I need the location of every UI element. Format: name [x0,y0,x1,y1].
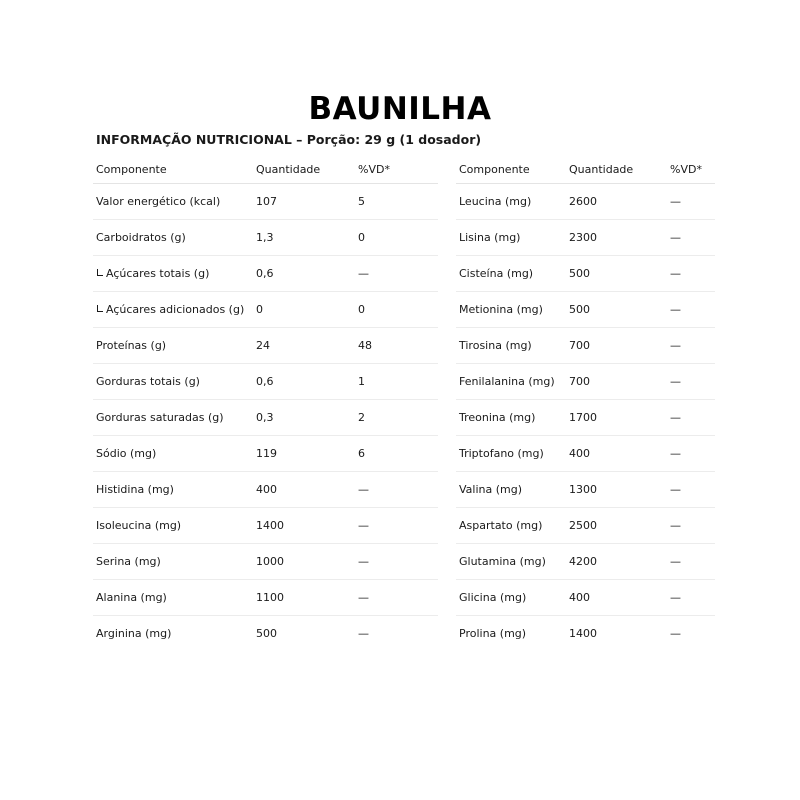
row-component-label: Isoleucina (mg) [96,519,182,532]
row-component-label: Carboidratos (g) [96,231,186,244]
row-component [96,364,200,400]
row-component [96,436,156,472]
table-row [456,508,715,544]
row-component-label: Treonina (mg) [459,411,536,424]
table-row [456,220,715,256]
row-component-label: Histidina (mg) [96,483,174,496]
row-component-label: Serina (mg) [96,555,161,568]
row-dv: 0 [358,303,365,316]
table-row [93,508,438,544]
row-component [96,472,174,508]
nutrition-table-right [456,154,715,652]
row-quantity: 0,6 [256,267,274,280]
row-quantity: 500 [256,627,277,640]
row-dv: — [670,483,681,496]
table-row [93,544,438,580]
table-row [93,220,438,256]
row-component [459,400,535,436]
row-component [459,256,533,292]
row-component-label: Aspartato (mg) [459,519,543,532]
row-component-label: Sódio (mg) [96,447,157,460]
row-dv: 48 [358,339,372,352]
row-dv: — [670,519,681,532]
row-dv: — [670,591,681,604]
row-component [459,580,526,616]
table-row [93,292,438,328]
nutrition-subtitle: INFORMAÇÃO NUTRICIONAL – Porção: 29 g (1 dosador) [96,132,482,147]
row-quantity: 700 [569,375,590,388]
row-component-label: Fenilalanina (mg) [459,375,555,388]
table-row [93,364,438,400]
row-quantity: 500 [569,303,590,316]
row-component-label: Proteínas (g) [96,339,167,352]
header-quantity: Quantidade [569,163,634,176]
row-quantity: 1400 [569,627,597,640]
table-row [456,292,715,328]
row-component [459,220,520,256]
row-dv: — [670,339,681,352]
row-quantity: 1100 [256,591,284,604]
row-quantity: 119 [256,447,277,460]
row-component-label: Cisteína (mg) [459,267,534,280]
row-component-label: Lisina (mg) [459,231,521,244]
row-quantity: 0,3 [256,411,274,424]
row-component [96,292,244,328]
row-dv: — [670,195,681,208]
row-quantity: 1000 [256,555,284,568]
row-component [459,544,546,580]
row-dv: — [670,555,681,568]
row-quantity: 1,3 [256,231,274,244]
row-dv: — [670,447,681,460]
row-quantity: 1300 [569,483,597,496]
sub-item-icon [97,305,103,312]
row-component [96,544,161,580]
row-quantity: 0 [256,303,263,316]
row-component [96,328,166,364]
row-dv: 6 [358,447,365,460]
table-row [456,364,715,400]
row-component-label: Metionina (mg) [459,303,543,316]
row-dv: — [358,519,369,532]
row-component [459,364,555,400]
row-quantity: 400 [569,447,590,460]
row-dv: — [670,267,681,280]
row-component-label: Valina (mg) [459,483,523,496]
nutrition-table-right-body [456,184,715,652]
row-component [96,256,209,292]
row-component [459,508,542,544]
header-component: Componente [96,163,167,176]
nutrition-table-left-body [93,184,438,652]
row-dv: — [670,411,681,424]
table-header-row [456,154,715,184]
row-component [96,580,167,616]
row-quantity: 2300 [569,231,597,244]
row-dv: — [670,231,681,244]
table-row [456,256,715,292]
row-quantity: 107 [256,195,277,208]
header-component: Componente [459,163,530,176]
row-dv: 5 [358,195,365,208]
row-component-label: Glutamina (mg) [459,555,546,568]
row-quantity: 400 [256,483,277,496]
row-component-label: Glicina (mg) [459,591,527,604]
table-row [93,328,438,364]
row-component [96,616,171,652]
table-row [93,580,438,616]
table-row [456,436,715,472]
row-component [459,436,544,472]
row-dv: 0 [358,231,365,244]
row-component [459,616,526,652]
table-row [93,256,438,292]
row-dv: 2 [358,411,365,424]
sub-item-icon [97,269,103,276]
table-row [456,400,715,436]
table-header-row [93,154,438,184]
row-component [459,292,543,328]
row-component-label: Gorduras totais (g) [96,375,200,388]
row-component-label: Arginina (mg) [96,627,172,640]
row-dv: — [670,303,681,316]
row-component-label: Alanina (mg) [96,591,167,604]
row-quantity: 1700 [569,411,597,424]
row-component [459,184,531,220]
row-quantity: 2600 [569,195,597,208]
row-dv: 1 [358,375,365,388]
table-row [93,616,438,652]
table-row [456,472,715,508]
row-quantity: 24 [256,339,270,352]
table-row [93,472,438,508]
nutrition-table-left [93,154,438,652]
row-dv: — [358,267,369,280]
row-component-label: Leucina (mg) [459,195,532,208]
row-quantity: 500 [569,267,590,280]
row-quantity: 4200 [569,555,597,568]
row-component-label: Açúcares totais (g) [106,267,210,280]
row-component-label: Gorduras saturadas (g) [96,411,224,424]
table-row [93,436,438,472]
header-quantity: Quantidade [256,163,321,176]
row-component-label: Açúcares adicionados (g) [106,303,245,316]
page-title: BAUNILHA [308,91,492,127]
table-row [93,184,438,220]
row-component [96,400,224,436]
row-quantity: 1400 [256,519,284,532]
row-dv: — [358,483,369,496]
row-component-label: Triptofano (mg) [459,447,544,460]
row-quantity: 700 [569,339,590,352]
row-component [96,508,181,544]
row-dv: — [358,591,369,604]
row-dv: — [670,375,681,388]
row-quantity: 2500 [569,519,597,532]
row-component-label: Prolina (mg) [459,627,527,640]
row-component [96,184,220,220]
row-quantity: 0,6 [256,375,274,388]
table-row [456,328,715,364]
row-component [96,220,186,256]
table-row [93,400,438,436]
row-dv: — [358,555,369,568]
row-quantity: 400 [569,591,590,604]
header-dv: %VD* [358,163,390,176]
table-row [456,580,715,616]
table-row [456,544,715,580]
header-dv: %VD* [670,163,702,176]
table-row [456,184,715,220]
row-dv: — [358,627,369,640]
row-component [459,328,532,364]
row-component-label: Valor energético (kcal) [96,195,221,208]
row-component-label: Tirosina (mg) [459,339,532,352]
row-dv: — [670,627,681,640]
row-component [459,472,522,508]
table-row [456,616,715,652]
